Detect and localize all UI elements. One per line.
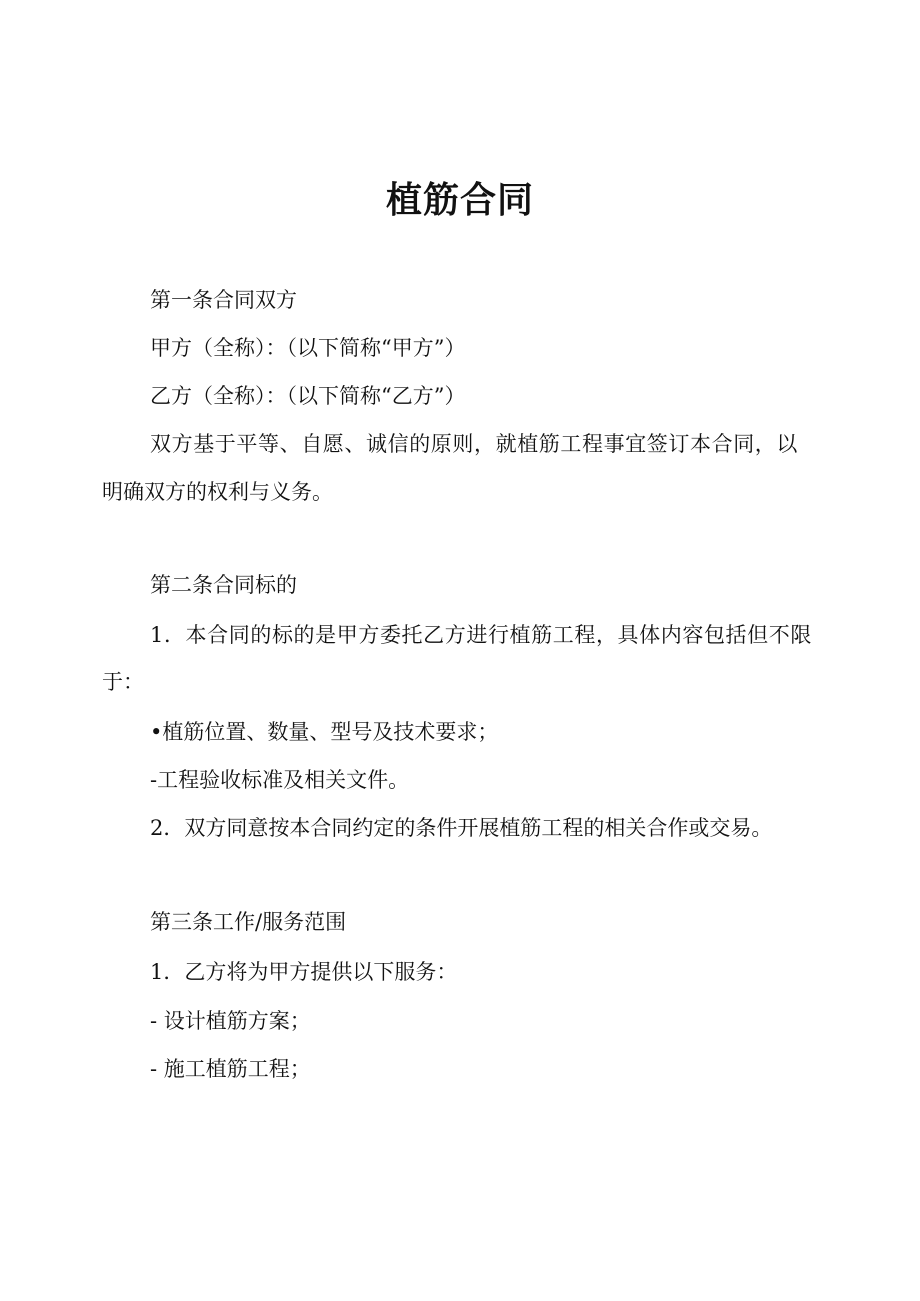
clause-2-1-line-1: 1．本合同的标的是甲方委托乙方进行植筋工程，具体内容包括但不限 [150,623,812,647]
clause-2-1-item-1: •植筋位置、数量、型号及技术要求； [150,720,499,744]
intro-paragraph-line-1: 双方基于平等、自愿、诚信的原则，就植筋工程事宜签订本合同，以 [150,432,798,456]
clause-2-1-item-2: -工程验收标准及相关文件。 [150,768,410,792]
party-b-line: 乙方（全称）：（以下简称“乙方”） [150,384,466,408]
section-2-heading: 第二条合同标的 [150,573,297,597]
document-title: 植筋合同 [385,180,534,221]
party-a-line: 甲方（全称）：（以下简称“甲方”） [150,336,466,360]
clause-2-1-line-2: 于： [102,670,144,694]
clause-3-1-item-1: - 设计植筋方案； [150,1009,311,1033]
section-3-heading: 第三条工作/服务范围 [150,910,347,934]
intro-paragraph-line-2: 明确双方的权利与义务。 [102,480,333,504]
clause-2-2: 2．双方同意按本合同约定的条件开展植筋工程的相关合作或交易。 [150,816,773,840]
clause-3-1: 1．乙方将为甲方提供以下服务： [150,960,458,984]
section-1-heading: 第一条合同双方 [150,288,297,312]
clause-3-1-item-2: - 施工植筋工程； [150,1057,311,1081]
